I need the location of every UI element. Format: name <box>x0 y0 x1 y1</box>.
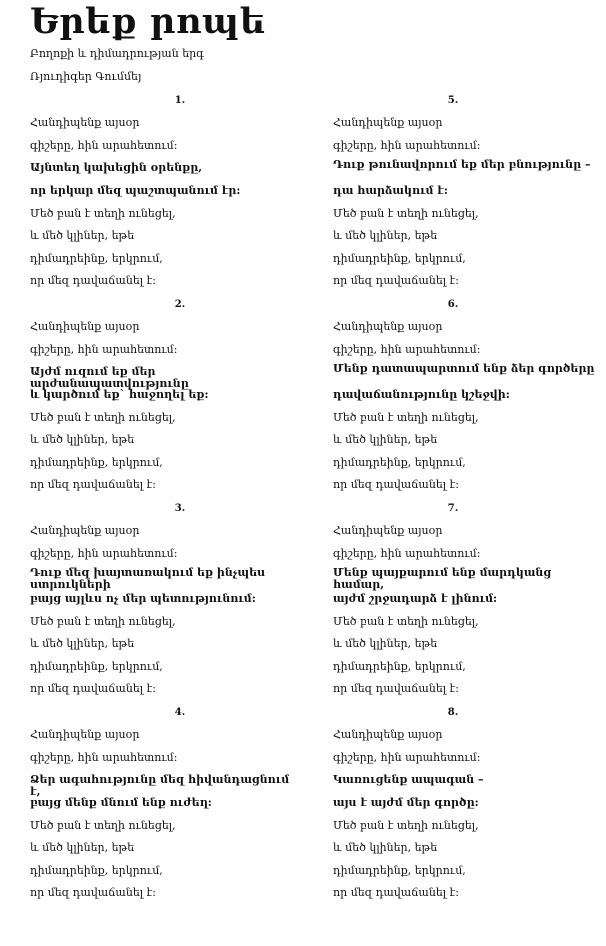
stanza-line: որ մեզ դավաճանել է: <box>30 682 156 695</box>
stanza-line: գիշերը, հին արահետում: <box>30 751 178 764</box>
stanza-line: և մեծ կլիներ, եթե <box>30 637 135 650</box>
stanza-line-emphasis: Մենք պայքարում ենք մարդկանց համար, <box>333 566 552 591</box>
stanza-number: 8. <box>447 707 459 718</box>
stanza-line: Հանդիպենք այսօր <box>333 320 443 333</box>
stanza-line: դիմադրեինք, երկրում, <box>30 660 163 673</box>
stanza-line: գիշերը, հին արահետում: <box>333 751 481 764</box>
stanza-line: Մեծ բան է տեղի ունեցել, <box>30 411 176 424</box>
stanza-line: Հանդիպենք այսօր <box>333 524 443 537</box>
stanza-line: Մեծ բան է տեղի ունեցել, <box>333 207 479 220</box>
stanza-line: Հանդիպենք այսօր <box>333 116 443 129</box>
stanza-line: գիշերը, հին արահետում: <box>30 139 178 152</box>
stanza-line: Մեծ բան է տեղի ունեցել, <box>30 207 176 220</box>
stanza-number: 1. <box>174 95 186 106</box>
stanza-line-emphasis: որ երկար մեզ պաշտպանում էր: <box>30 184 241 197</box>
stanza-line: գիշերը, հին արահետում: <box>30 547 178 560</box>
stanza-line: Հանդիպենք այսօր <box>30 116 140 129</box>
stanza-line-emphasis: դավաճանությունը կշեջվի: <box>333 388 510 401</box>
stanza-line: Հանդիպենք այսօր <box>333 728 443 741</box>
stanza-line: դիմադրեինք, երկրում, <box>30 456 163 469</box>
stanza-line: դիմադրեինք, երկրում, <box>333 660 466 673</box>
stanza-line-emphasis: Այնտեղ կախեցին օրենքը, <box>30 161 203 174</box>
stanza-line: որ մեզ դավաճանել է: <box>333 886 459 899</box>
stanza-number: 3. <box>174 503 186 514</box>
author-credit: Ռյուդիգեր Գումմեյ <box>30 70 142 83</box>
stanza-line: Հանդիպենք այսօր <box>30 524 140 537</box>
stanza-line: որ մեզ դավաճանել է: <box>333 478 459 491</box>
stanza-number: 7. <box>447 503 459 514</box>
stanza-line: Մեծ բան է տեղի ունեցել, <box>30 819 176 832</box>
stanza-line: որ մեզ դավաճանել է: <box>333 682 459 695</box>
page-title: Երեք րոպե <box>30 1 266 42</box>
stanza-line: Մեծ բան է տեղի ունեցել, <box>30 615 176 628</box>
stanza-number: 5. <box>447 95 459 106</box>
stanza-line-emphasis: բայց այլևս ոչ մեր պետությունում: <box>30 592 256 605</box>
stanza-number: 2. <box>174 299 186 310</box>
stanza-line-emphasis: Այժմ ուզում եք մեր արժանապատվությունը <box>30 365 189 390</box>
stanza-line-emphasis: դա հարձակում է: <box>333 184 448 197</box>
stanza-line: գիշերը, հին արահետում: <box>333 139 481 152</box>
page-subtitle: Բողոքի և դիմադրության երգ <box>30 47 204 60</box>
stanza-line: դիմադրեինք, երկրում, <box>30 252 163 265</box>
stanza-line: դիմադրեինք, երկրում, <box>30 864 163 877</box>
stanza-line: և մեծ կլիներ, եթե <box>30 433 135 446</box>
stanza-line-emphasis: Դուք մեզ խայտառակում եք ինչպես ստրուկների <box>30 566 266 591</box>
stanza-line: և մեծ կլիներ, եթե <box>333 229 438 242</box>
stanza-line: գիշերը, հին արահետում: <box>30 343 178 356</box>
stanza-line-emphasis: այս է այժմ մեր գործը: <box>333 796 479 809</box>
stanza-line: և մեծ կլիներ, եթե <box>333 841 438 854</box>
stanza-line-emphasis: Մենք դատապարտում ենք ձեր գործերը <box>333 362 595 375</box>
stanza-line: Մեծ բան է տեղի ունեցել, <box>333 411 479 424</box>
stanza-line: գիշերը, հին արահետում: <box>333 547 481 560</box>
stanza-line: դիմադրեինք, երկրում, <box>333 456 466 469</box>
stanza-number: 6. <box>447 299 459 310</box>
stanza-line-emphasis: Դուք թունավորում եք մեր բնությունը – <box>333 158 591 171</box>
stanza-line-emphasis: Կառուցենք ապագան – <box>333 773 484 786</box>
stanza-line: որ մեզ դավաճանել է: <box>30 478 156 491</box>
stanza-line: որ մեզ դավաճանել է: <box>333 274 459 287</box>
stanza-line: դիմադրեինք, երկրում, <box>333 252 466 265</box>
stanza-line-emphasis: այժմ շրջադարձ է լինում: <box>333 592 498 605</box>
stanza-line: գիշերը, հին արահետում: <box>333 343 481 356</box>
stanza-line: և մեծ կլիներ, եթե <box>30 229 135 242</box>
stanza-line: և մեծ կլիներ, եթե <box>30 841 135 854</box>
stanza-line: Հանդիպենք այսօր <box>30 320 140 333</box>
stanza-line: Մեծ բան է տեղի ունեցել, <box>333 819 479 832</box>
stanza-line: Հանդիպենք այսօր <box>30 728 140 741</box>
stanza-line-emphasis: Ձեր ագահությունը մեզ հիվանդացնում է, <box>30 773 290 798</box>
stanza-line-emphasis: և կարծում եք` հաջողել եք: <box>30 388 209 401</box>
stanza-line: դիմադրեինք, երկրում, <box>333 864 466 877</box>
stanza-line: որ մեզ դավաճանել է: <box>30 274 156 287</box>
stanza-line-emphasis: բայց մենք մնում ենք ուժեղ: <box>30 796 212 809</box>
stanza-line: որ մեզ դավաճանել է: <box>30 886 156 899</box>
stanza-number: 4. <box>174 707 186 718</box>
stanza-line: և մեծ կլիներ, եթե <box>333 433 438 446</box>
stanza-line: Մեծ բան է տեղի ունեցել, <box>333 615 479 628</box>
stanza-line: և մեծ կլիներ, եթե <box>333 637 438 650</box>
